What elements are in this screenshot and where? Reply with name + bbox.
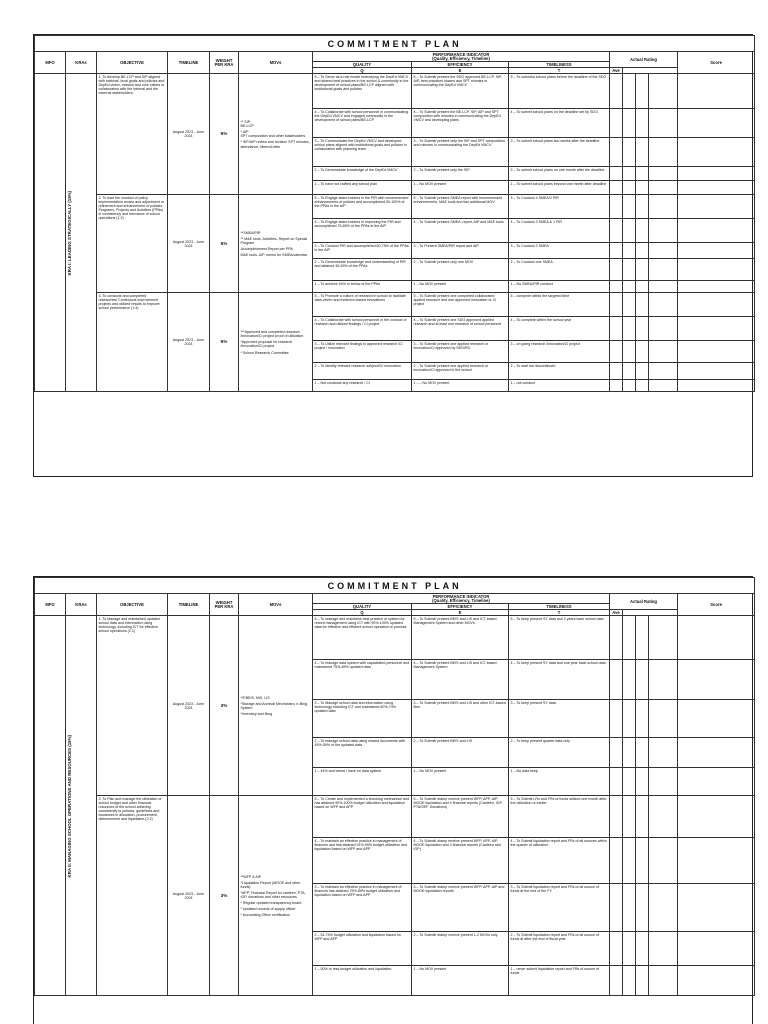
- rating-q-cell: [610, 195, 623, 219]
- timeliness-cell: 4 – To submit school plans on the deadline set by SDO.: [509, 109, 610, 138]
- header-weight: WEIGHT PER KRA: [210, 52, 239, 74]
- header-performance-indicator: [313, 52, 610, 62]
- rating-q-cell: [610, 74, 623, 109]
- rating-e-cell: [623, 219, 636, 243]
- rating-e-cell: [623, 932, 636, 966]
- rating-e-cell: [623, 796, 636, 838]
- movs-cell: [239, 616, 313, 796]
- rating-ave-cell: [649, 109, 678, 138]
- rating-t-cell: [636, 796, 649, 838]
- efficiency-cell: 4 – To Submit/ stamp receive present WFP, APP, AIP, MOOE liquidation and 2 financial reports (Canteen and IGP): [412, 838, 509, 884]
- quality-cell: 1 – Not conducts any research / CI: [313, 380, 412, 392]
- rating-q-cell: [610, 181, 623, 195]
- rating-q-cell: [610, 167, 623, 181]
- movs-cell: [239, 796, 313, 996]
- rating-t-cell: [636, 738, 649, 768]
- rating-t-cell: [636, 293, 649, 317]
- movs-cell: [239, 74, 313, 195]
- quality-cell: 1 – To achieve 44% or below of the PPAs: [313, 281, 412, 293]
- rating-score-cell: [678, 738, 755, 768]
- rating-score-cell: [678, 167, 755, 181]
- timeline-cell: August 2023 - June 2024: [168, 796, 210, 996]
- efficiency-cell: 4 – To Submit/ present BEIS and LIS and ICT-based Management System: [412, 660, 509, 700]
- movs-cell: [239, 293, 313, 392]
- rating-q-cell: [610, 738, 623, 768]
- mov-item: *Approved proposal for research /innovation/CI project: [240, 340, 293, 349]
- header-movs: MOVs: [239, 52, 313, 74]
- timeliness-cell: 5 – To Submit LRs and FRs of funds utilized one month after the utilization or earlier: [509, 796, 610, 838]
- rating-t-cell: [636, 700, 649, 738]
- header-pi-title: PERFORMANCE INDICATOR: [432, 51, 490, 57]
- quality-cell: 1 – 50% or less budget utilization and liquidation: [313, 966, 412, 996]
- efficiency-cell: 5 – To Submit/ present one completed collaborated applied research and one approved innovation or CI project: [412, 293, 509, 317]
- timeliness-cell: 4 – To Submit liquidation report and FRs of all sources within the quarter of utilization: [509, 838, 610, 884]
- quality-cell: 2 – To manage school data using shared documents with 45%-59% of the updated data: [313, 738, 412, 768]
- rating-score-cell: [678, 884, 755, 932]
- header-quality: QUALITY: [313, 62, 412, 68]
- quality-cell: 5 – To Engage stake-holders in the PIR with recommended enhancements of policies and accomplished 90-100% of the PPAs in the AIP: [313, 195, 412, 219]
- commitment-plan-table-1: [34, 35, 755, 392]
- timeliness-cell: 3 – on going research /innovation/CI project: [509, 341, 610, 363]
- rating-score-cell: [678, 796, 755, 838]
- rating-ave-cell: [649, 616, 678, 660]
- quality-cell: 4 – To Engage stake-holders in improving the PIR and accomplished 75-89% of the PPAs in the AIP: [313, 219, 412, 243]
- quality-cell: 4 – To Collaborate with school personnel in the conduct of research and utilized findings / CI project: [313, 317, 412, 341]
- rating-t-cell: [636, 363, 649, 380]
- rating-e-cell: [623, 181, 636, 195]
- rating-ave-cell: [649, 341, 678, 363]
- efficiency-cell: 4 – To Submit/ present one SDO approved applied research and at least one research of school personnel: [412, 317, 509, 341]
- rating-t-cell: [636, 966, 649, 996]
- mov-item: *Liquidation Report (MOOE and other funds): [240, 880, 301, 889]
- efficiency-cell: 5 – To Submit/ stamp receive present WFP, APP, AIP, MOOE liquidation and 4 financial reports (Canteen, IGP, PTA/SEF, Donations): [412, 796, 509, 838]
- timeliness-cell: 4 – To Conduct 3 SMEA & 1 PIR: [509, 219, 610, 243]
- rating-ave-cell: [649, 167, 678, 181]
- quality-cell: 5 – To Promote a culture of research in school to facilitate data-driven and evidence-based innovations: [313, 293, 412, 317]
- rating-e-cell: [623, 838, 636, 884]
- objective-cell: 2. To Plan and manage the utilization of school budget and other financial resources of the school adhering consistently to policies, guidelines and issuances in allocation, procurement, disbursement and liquidation (2.2): [97, 796, 168, 996]
- header-timeline: TIMELINE: [168, 52, 210, 74]
- timeliness-cell: 1 – No data keep: [509, 768, 610, 796]
- mfo-cell: [35, 74, 66, 392]
- rating-ave-cell: [649, 700, 678, 738]
- rating-score-cell: [678, 138, 755, 167]
- quality-cell: 3 – To maintain an effective practice in management of finances has attained 75%-89% budget utilization and liquidation based on WFP and APP: [313, 884, 412, 932]
- quality-cell: 3 – To Communicate the DepEd VMCV and developed school plans aligned with institutional goals and policies in collaboration with planning team: [313, 138, 412, 167]
- weight-cell: 5%: [210, 74, 239, 195]
- header-timeline: TIMELINE: [168, 594, 210, 616]
- mov-item: * SIP/AIP review and revision SPT minutes, attendance, Memo/Letter: [240, 140, 310, 149]
- rating-e-cell: [623, 884, 636, 932]
- header-pi-sub: (Quality, Efficiency, Timeline): [432, 55, 490, 61]
- header-performance-indicator: [313, 594, 610, 604]
- rating-e-cell: [623, 768, 636, 796]
- objective-cell: 2. To lead the conduct of policy implementation review and adjustment or refinement and enhancement of policies, Programs, Projects and Activities (PPAs) in consistency and relevance of school operations (1.2): [97, 195, 168, 293]
- timeliness-cell: 2 – To submit school plans on one month after the deadline: [509, 167, 610, 181]
- quality-cell: 1 – To have not crafted any school plan: [313, 181, 412, 195]
- rating-q-cell: [610, 281, 623, 293]
- timeliness-cell: 5 – To Conduct 4 SMEA/2 PIR: [509, 195, 610, 219]
- rating-t-cell: [636, 219, 649, 243]
- rating-q-cell: [610, 700, 623, 738]
- mov-item: * Updated records of supply officer: [240, 907, 296, 912]
- rating-t-cell: [636, 259, 649, 281]
- timeliness-cell: 3 – To Conduct 2 SMEA: [509, 243, 610, 259]
- rating-ave-cell: [649, 738, 678, 768]
- rating-ave-cell: [649, 317, 678, 341]
- quality-cell: 3 – To Utilize relevant findings in approved research /CI project / innovation: [313, 341, 412, 363]
- mov-item: **EBEIS, MIS, LIS: [240, 695, 270, 700]
- rating-ave-cell: [649, 966, 678, 996]
- rating-ave-cell: [649, 243, 678, 259]
- rating-score-cell: [678, 109, 755, 138]
- mov-item: **WFP & AIP: [240, 874, 262, 879]
- rating-ave-cell: [649, 138, 678, 167]
- header-pi-sub: (Quality, Efficiency, Timeline): [432, 597, 490, 603]
- rating-score-cell: [678, 838, 755, 884]
- rating-ave-cell: [649, 660, 678, 700]
- rating-ave-cell: [649, 259, 678, 281]
- rating-ave-cell: [649, 768, 678, 796]
- timeliness-cell: 5 – To submit/a school plans before the deadline of the SDO: [509, 74, 610, 109]
- weight-cell: 3%: [210, 616, 239, 796]
- timeliness-cell: 4 – To keep present SY data and one year back school data: [509, 660, 610, 700]
- header-quality: QUALITY: [313, 604, 412, 610]
- rating-ave-cell: [649, 219, 678, 243]
- header-ave: Ave: [610, 68, 623, 74]
- sheet-1-body: [35, 74, 755, 392]
- kra-cell: [66, 74, 97, 392]
- timeliness-cell: 1 – To submit school plans beyond one month after deadline: [509, 181, 610, 195]
- rating-q-cell: [610, 932, 623, 966]
- kra-label: KRA I: LEADING STRATEGICALLY (15%): [66, 190, 72, 276]
- rating-e-cell: [623, 195, 636, 219]
- rating-score-cell: [678, 219, 755, 243]
- rating-t-cell: [636, 74, 649, 109]
- quality-cell: 4 – To maintain an effective practice in management of finances and has attained 91%-99% budget utilization and liquidation based on WFP and APP: [313, 838, 412, 884]
- rating-ave-cell: [649, 363, 678, 380]
- rating-q-cell: [610, 341, 623, 363]
- rating-score-cell: [678, 768, 755, 796]
- efficiency-cell: 1 – No MOV present: [412, 281, 509, 293]
- timeliness-cell: 3 – To Submit liquidation report and FRs of all source of funds at the end of the FY: [509, 884, 610, 932]
- rating-t-cell: [636, 932, 649, 966]
- weight-cell: 5%: [210, 293, 239, 392]
- quality-cell: 5 – To manage and maintains best practice or system for record management using ICT with 90%-100% updated data for effective and efficient school operation or process: [313, 616, 412, 660]
- rating-q-cell: [610, 884, 623, 932]
- rating-t-cell: [636, 138, 649, 167]
- rating-q-cell: [610, 293, 623, 317]
- rating-q-cell: [610, 838, 623, 884]
- timeliness-cell: 3 – To keep present SY data: [509, 700, 610, 738]
- rating-e-cell: [623, 243, 636, 259]
- efficiency-cell: 3 – To Submit/ present only the SIP and SPT composition and minutes in communicating the DepEd VMCV: [412, 138, 509, 167]
- header-q: Q: [313, 610, 412, 616]
- timeliness-cell: 1 – not conduct: [509, 380, 610, 392]
- kra-cell: [66, 616, 97, 996]
- rating-q-cell: [610, 363, 623, 380]
- rating-ave-cell: [649, 281, 678, 293]
- efficiency-cell: 3 – To Submit/ stamp receive present WFP, APP, AIP and MOOE liquidation reports: [412, 884, 509, 932]
- commitment-plan-table-2: [34, 577, 755, 996]
- mfo-cell: [35, 616, 66, 996]
- header-actual-rating: Actual Rating: [610, 52, 678, 68]
- rating-q-cell: [610, 660, 623, 700]
- rating-ave-cell: [649, 932, 678, 966]
- rating-t-cell: [636, 616, 649, 660]
- kra-label: KRA II: MANAGING SCHOOL OPERATIONS AND RESOURCES (15%): [66, 734, 72, 878]
- table-row: [35, 195, 755, 219]
- efficiency-cell: 2 – To Submit/ stamp receive present 1-2 MOVs only: [412, 932, 509, 966]
- timeline-cell: August 2023 - June 2024: [168, 195, 210, 293]
- rating-score-cell: [678, 181, 755, 195]
- rating-e-cell: [623, 167, 636, 181]
- header-mfo: MFO: [35, 52, 66, 74]
- efficiency-cell: 1 – No MOV present: [412, 768, 509, 796]
- header-timeliness: TIMELINESS: [509, 62, 610, 68]
- rating-t-cell: [636, 195, 649, 219]
- mov-item: *Storage and Archival Mechanism, e-filing System: [240, 701, 308, 710]
- quality-cell: 3 – To Conduct PIR and accomplished 60-75% of the PPAs in the AIP: [313, 243, 412, 259]
- rating-e-cell: [623, 660, 636, 700]
- efficiency-cell: 2 – To Submit/ present BEIS and LIS: [412, 738, 509, 768]
- quality-cell: 2 – To identify relevant research subject/CI/ innovation: [313, 363, 412, 380]
- timeliness-cell: 2 – To keep present quarter data only: [509, 738, 610, 768]
- rating-t-cell: [636, 281, 649, 293]
- quality-cell: 1 – 44% and below / have no data system: [313, 768, 412, 796]
- timeliness-cell: 5 – complete within the targeted time: [509, 293, 610, 317]
- rating-e-cell: [623, 341, 636, 363]
- mov-item: ***Approved and completed research /innovation/CI project proof of utilization: [240, 330, 304, 339]
- rating-t-cell: [636, 243, 649, 259]
- mov-item: * Regular updated transparency board: [240, 900, 302, 905]
- mov-item: *APP, Financial Report for canteen, PTA, IGP, donations and other resources: [240, 890, 306, 899]
- header-e: E: [412, 610, 509, 616]
- header-score: Score: [678, 52, 755, 74]
- rating-e-cell: [623, 293, 636, 317]
- rating-score-cell: [678, 243, 755, 259]
- quality-cell: 5 – To Serve as a role model embodying the DepEd VMCV and shared best practices in the school & community in the development of school plans/BE-LCP aligned with institutional goals and policies: [313, 74, 412, 109]
- rating-e-cell: [623, 259, 636, 281]
- rating-t-cell: [636, 109, 649, 138]
- mov-item: * AIP SPT composition and other stakeholders: [240, 130, 306, 139]
- efficiency-cell: 2 – To Submit/ present one applied research or innovation/CI approved in the school: [412, 363, 509, 380]
- quality-cell: 3 – To Manage school data and information using technology including ICT and maintained 60%-74% updated data: [313, 700, 412, 738]
- quality-cell: 2 – To Demonstrate knowledge and understanding of PIR and attained 45-59% of the PPAs: [313, 259, 412, 281]
- rating-q-cell: [610, 966, 623, 996]
- rating-t-cell: [636, 660, 649, 700]
- rating-q-cell: [610, 138, 623, 167]
- rating-ave-cell: [649, 838, 678, 884]
- timeliness-cell: 2 – To Submit liquidation report and FRs of all source of funds at after the end of fiscal year: [509, 932, 610, 966]
- plan-title: COMMITMENT PLAN: [35, 578, 755, 594]
- rating-t-cell: [636, 838, 649, 884]
- header-efficiency: EFFICIENCY: [412, 604, 509, 610]
- rating-score-cell: [678, 932, 755, 966]
- rating-t-cell: [636, 884, 649, 932]
- rating-t-cell: [636, 768, 649, 796]
- rating-score-cell: [678, 660, 755, 700]
- rating-q-cell: [610, 259, 623, 281]
- rating-e-cell: [623, 738, 636, 768]
- rating-t-cell: [636, 341, 649, 363]
- rating-e-cell: [623, 281, 636, 293]
- header-q: Q: [313, 68, 412, 74]
- rating-score-cell: [678, 966, 755, 996]
- quality-cell: 4 – To Collaborate with school personnel in communicating the DepEd VMCV and engaged community in the development of school plans/BE-LCP: [313, 109, 412, 138]
- efficiency-cell: 1 – No MOV present: [412, 966, 509, 996]
- rating-q-cell: [610, 317, 623, 341]
- weight-cell: 3%: [210, 796, 239, 996]
- mov-item: * Accounting Office certification: [240, 913, 290, 918]
- header-mfo: MFO: [35, 594, 66, 616]
- rating-score-cell: [678, 259, 755, 281]
- timeliness-cell: 2 – To start but discontinued: [509, 363, 610, 380]
- rating-q-cell: [610, 616, 623, 660]
- header-objective: OBJECTIVE: [97, 52, 168, 74]
- rating-e-cell: [623, 109, 636, 138]
- rating-ave-cell: [649, 796, 678, 838]
- commitment-plan-sheet-1: [33, 34, 753, 477]
- commitment-plan-sheet-2: [33, 576, 753, 1024]
- rating-e-cell: [623, 317, 636, 341]
- quality-cell: 4 – To manage data system with capacitated personnel and maintained 75%-89% updated data: [313, 660, 412, 700]
- table-row: [35, 74, 755, 109]
- rating-score-cell: [678, 363, 755, 380]
- header-kras: KRAs: [66, 594, 97, 616]
- rating-q-cell: [610, 380, 623, 392]
- rating-score-cell: [678, 281, 755, 293]
- mov-item: * School Research Committee: [240, 350, 289, 355]
- efficiency-cell: 3 – To Submit/ present BEIS and LIS and other ICT-based files: [412, 700, 509, 738]
- header-ave: Ave: [610, 610, 623, 616]
- rating-ave-cell: [649, 181, 678, 195]
- table-row: [35, 796, 755, 838]
- header-timeliness: TIMELINESS: [509, 604, 610, 610]
- rating-score-cell: [678, 293, 755, 317]
- efficiency-cell: 4 – To Submit/ present SMEA ,report, AIP and M&E tools: [412, 219, 509, 243]
- header-score: Score: [678, 594, 755, 616]
- rating-q-cell: [610, 243, 623, 259]
- efficiency-cell: 2 – To Submit/ present only the SIP: [412, 167, 509, 181]
- sheet-2-body: [35, 616, 755, 996]
- rating-t-cell: [636, 317, 649, 341]
- quality-cell: 2 – 51-74% budget utilization and liquidation based on WFP and APP: [313, 932, 412, 966]
- mov-item: ** M&E tools, Activities, Report on Special Program: [240, 236, 308, 245]
- efficiency-cell: 3 – To Submit/ present one applied research or innovation/CI approved by SDO/RO: [412, 341, 509, 363]
- mov-item: *Inventory and filing: [240, 711, 273, 716]
- header-weight: WEIGHT PER KRA: [210, 594, 239, 616]
- rating-ave-cell: [649, 380, 678, 392]
- rating-e-cell: [623, 380, 636, 392]
- efficiency-cell: 1 – – No MOV present: [412, 380, 509, 392]
- efficiency-cell: 5 – To Submit/ present the SDO approved BE-LCP, SIP, AIP, best practices shared and SPT minutes in communicating the DepEd VMCV: [412, 74, 509, 109]
- timeliness-cell: 2 – To Conduct one SMEA: [509, 259, 610, 281]
- rating-score-cell: [678, 341, 755, 363]
- rating-q-cell: [610, 796, 623, 838]
- rating-e-cell: [623, 616, 636, 660]
- rating-score-cell: [678, 317, 755, 341]
- rating-score-cell: [678, 74, 755, 109]
- efficiency-cell: 5 – To Submit/ present BEIS and LIS and ICT-based Management System and other MOVs: [412, 616, 509, 660]
- plan-title: COMMITMENT PLAN: [35, 36, 755, 52]
- rating-ave-cell: [649, 195, 678, 219]
- header-e: E: [412, 68, 509, 74]
- rating-t-cell: [636, 181, 649, 195]
- weight-cell: 5%: [210, 195, 239, 293]
- timeline-cell: August 2023 - June 2024: [168, 616, 210, 796]
- efficiency-cell: 1 – No MOV present: [412, 181, 509, 195]
- quality-cell: 2 – To Demonstrate knowledge of the DepEd VMCV: [313, 167, 412, 181]
- rating-ave-cell: [649, 884, 678, 932]
- objective-cell: 3. To conducts and completed researches/ Continuous improvement projects and utilized results to improve school performance (1.4): [97, 293, 168, 392]
- mov-item: ** SIP BE-LCP: [240, 120, 254, 129]
- efficiency-cell: 4 – To Submit/ present the BE-LCP, SIP, AIP and SPT composition with minutes in communicating the DepEd VMCV and developing plans: [412, 109, 509, 138]
- timeliness-cell: 5 – To keep present SY data and 2 years back school data: [509, 616, 610, 660]
- header-movs: MOVs: [239, 594, 313, 616]
- table-row: [35, 616, 755, 660]
- header-t: T: [509, 610, 610, 616]
- rating-score-cell: [678, 700, 755, 738]
- efficiency-cell: 3 – To Present SMEA/PIR report and AIP: [412, 243, 509, 259]
- rating-score-cell: [678, 616, 755, 660]
- efficiency-cell: 5 – To Submit/ present SMEA report with recommended enhancements, M&E tools and two additional MOV: [412, 195, 509, 219]
- movs-cell: [239, 195, 313, 293]
- table-row: [35, 293, 755, 317]
- rating-e-cell: [623, 74, 636, 109]
- objective-cell: 1. To Manage and maintained updated school data and information using technology, including ICT for effective school operations (2.1): [97, 616, 168, 796]
- quality-cell: 5 – To Create and implemented a checking mechanism and has attained 90%-100% budget utilization and liquidation based on WFP and APP: [313, 796, 412, 838]
- header-objective: OBJECTIVE: [97, 594, 168, 616]
- rating-t-cell: [636, 167, 649, 181]
- efficiency-cell: 2 – To Submit/ present only one MOV: [412, 259, 509, 281]
- rating-e-cell: [623, 700, 636, 738]
- timeliness-cell: 3 – To submit school plans two weeks after the deadline: [509, 138, 610, 167]
- header-efficiency: EFFICIENCY: [412, 62, 509, 68]
- mov-item: **SMEA/PIR: [240, 230, 261, 235]
- header-t: T: [509, 68, 610, 74]
- rating-q-cell: [610, 219, 623, 243]
- rating-t-cell: [636, 380, 649, 392]
- rating-e-cell: [623, 966, 636, 996]
- timeliness-cell: 1 – never submit liquidation report and FRs of source of funds: [509, 966, 610, 996]
- header-pi-title: PERFORMANCE INDICATOR: [432, 593, 490, 599]
- rating-ave-cell: [649, 293, 678, 317]
- rating-score-cell: [678, 380, 755, 392]
- header-actual-rating: Actual Rating: [610, 594, 678, 610]
- rating-q-cell: [610, 109, 623, 138]
- header-kras: KRAs: [66, 52, 97, 74]
- timeliness-cell: 4 – To complete within the school year: [509, 317, 610, 341]
- rating-score-cell: [678, 195, 755, 219]
- rating-q-cell: [610, 768, 623, 796]
- mov-item: Accomplishment Report per PPA: [240, 246, 293, 251]
- rating-e-cell: [623, 363, 636, 380]
- timeline-cell: August 2023 - June 2024: [168, 74, 210, 195]
- timeliness-cell: 1 – No SMEA/PIR conduct: [509, 281, 610, 293]
- rating-e-cell: [623, 138, 636, 167]
- objective-cell: 1. To develop BE-LCP and SIP aligned with national, local goals and policies and DepEd vision, mission and core values in collaboration with the internal and the external stakeholders.: [97, 74, 168, 195]
- rating-ave-cell: [649, 74, 678, 109]
- timeline-cell: August 2023 - June 2024: [168, 293, 210, 392]
- mov-item: M&E tools, AIP, memo for SMEA/calendar: [240, 253, 308, 258]
